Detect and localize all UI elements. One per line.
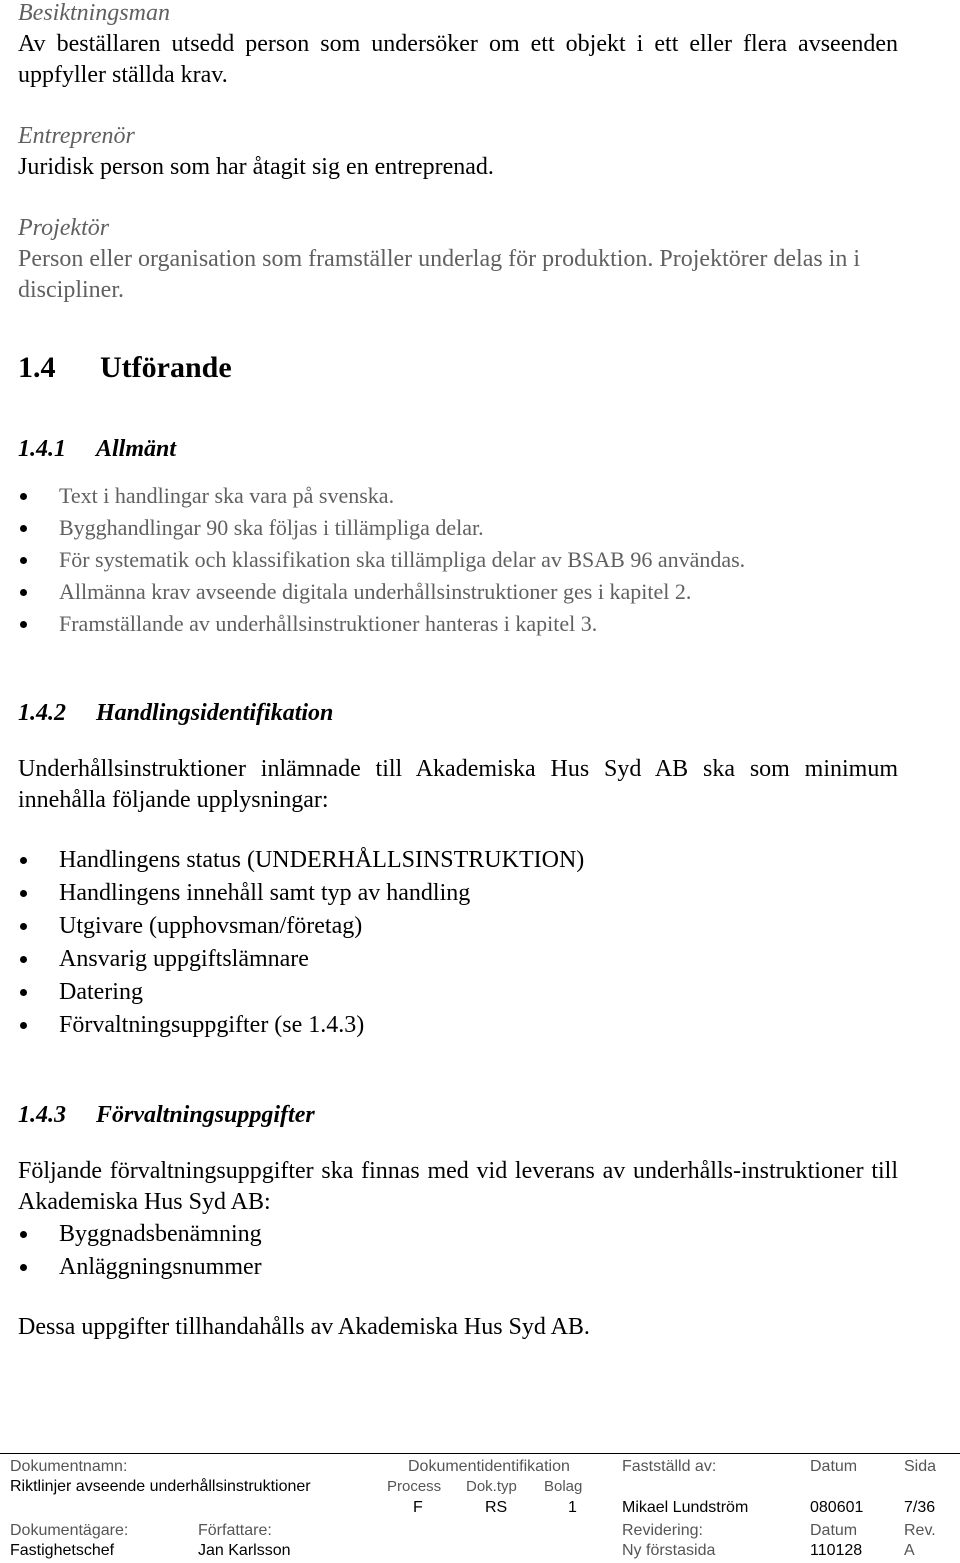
approved-by-label: Fastställd av: xyxy=(622,1458,717,1475)
revision-date-label: Datum xyxy=(810,1522,858,1539)
approved-by: Mikael Lundström xyxy=(622,1499,749,1516)
process-value: F xyxy=(413,1499,423,1516)
list-item: Allmänna krav avseende digitala underhållsinstruktioner ges i kapitel 2. xyxy=(18,576,898,608)
document-page xyxy=(18,0,898,1343)
date-label: Datum xyxy=(810,1458,858,1475)
section-heading-1-4-1 xyxy=(18,434,898,464)
doc-owner: Fastighetschef xyxy=(10,1542,115,1559)
list-item: Framställande av underhållsinstruktioner hanteras i kapitel 3. xyxy=(18,608,898,640)
rev-number: A xyxy=(904,1542,915,1559)
list-item: Handlingens innehåll samt typ av handling xyxy=(18,877,898,910)
desc-besiktningsman: Av beställaren utsedd person som undersöker om ett objekt i ett eller flera avseenden uppfyller ställda krav. xyxy=(18,31,898,88)
doc-name: Riktlinjer avseende underhållsinstruktioner xyxy=(10,1478,311,1495)
section-heading-1-4-2 xyxy=(18,698,898,728)
section-intro: Följande förvaltningsuppgifter ska finnas med vid leverans av underhålls-instruktioner till Akademiska Hus Syd AB: xyxy=(18,1158,898,1215)
document-footer xyxy=(0,1453,960,1563)
list-item: Förvaltningsuppgifter (se 1.4.3) xyxy=(18,1009,898,1042)
section-heading-1-4-3 xyxy=(18,1100,898,1130)
list-item: Utgivare (upphovsman/företag) xyxy=(18,910,898,943)
term-projektor: Projektör xyxy=(18,215,110,241)
section-number: 1.4.2 xyxy=(18,700,66,726)
author: Jan Karlsson xyxy=(198,1542,291,1559)
rev-number-label: Rev. xyxy=(904,1522,936,1539)
process-label: Process xyxy=(387,1478,442,1495)
term-besiktningsman: Besiktningsman xyxy=(18,0,170,26)
doc-owner-label: Dokumentägare: xyxy=(10,1522,129,1539)
section-title: Förvaltningsuppgifter xyxy=(96,1102,315,1128)
desc-projektor: Person eller organisation som framställer underlag för produktion. Projektörer delas in i discipliner. xyxy=(18,246,861,303)
list-item: Ansvarig uppgiftslämnare xyxy=(18,943,898,976)
section-number: 1.4.1 xyxy=(18,436,66,462)
section-title: Utförande xyxy=(100,351,232,384)
list-item: Text i handlingar ska vara på svenska. xyxy=(18,480,898,512)
footer-divider xyxy=(0,1453,960,1454)
general-requirements-list xyxy=(18,480,898,640)
doc-name-label: Dokumentnamn: xyxy=(10,1458,128,1475)
section-heading-1-4 xyxy=(18,350,898,386)
list-item: Handlingens status (UNDERHÅLLSINSTRUKTION) xyxy=(18,844,898,877)
bolag-label: Bolag xyxy=(544,1478,583,1495)
section-intro: Underhållsinstruktioner inlämnade till Akademiska Hus Syd AB ska som minimum innehålla följande upplysningar: xyxy=(18,756,898,813)
section-number: 1.4.3 xyxy=(18,1102,66,1128)
list-item: Bygghandlingar 90 ska följas i tillämpliga delar. xyxy=(18,512,898,544)
revision-label: Revidering: xyxy=(622,1522,703,1539)
list-item: Anläggningsnummer xyxy=(18,1251,898,1284)
desc-entreprenor: Juridisk person som har åtagit sig en entreprenad. xyxy=(18,154,494,180)
term-entreprenor: Entreprenör xyxy=(18,123,135,149)
doktyp-value: RS xyxy=(485,1499,508,1516)
list-item: Datering xyxy=(18,976,898,1009)
author-label: Författare: xyxy=(198,1522,272,1539)
date: 080601 xyxy=(810,1499,864,1516)
bolag-value: 1 xyxy=(568,1499,577,1516)
list-item: Byggnadsbenämning xyxy=(18,1218,898,1251)
revision: Ny förstasida xyxy=(622,1542,716,1559)
doktyp-label: Dok.typ xyxy=(466,1478,517,1495)
section-title: Allmänt xyxy=(96,436,177,462)
doc-id-label: Dokumentidentifikation xyxy=(408,1458,570,1475)
list-item: För systematik och klassifikation ska tillämpliga delar av BSAB 96 användas. xyxy=(18,544,898,576)
page-label: Sida xyxy=(904,1458,937,1475)
section-title: Handlingsidentifikation xyxy=(96,700,334,726)
section-number: 1.4 xyxy=(18,351,56,384)
management-data-list xyxy=(18,1218,898,1284)
revision-date: 110128 xyxy=(810,1542,863,1559)
page-number: 7/36 xyxy=(904,1499,936,1516)
identification-list xyxy=(18,844,898,1042)
closing-paragraph: Dessa uppgifter tillhandahålls av Akademiska Hus Syd AB. xyxy=(18,1314,590,1340)
